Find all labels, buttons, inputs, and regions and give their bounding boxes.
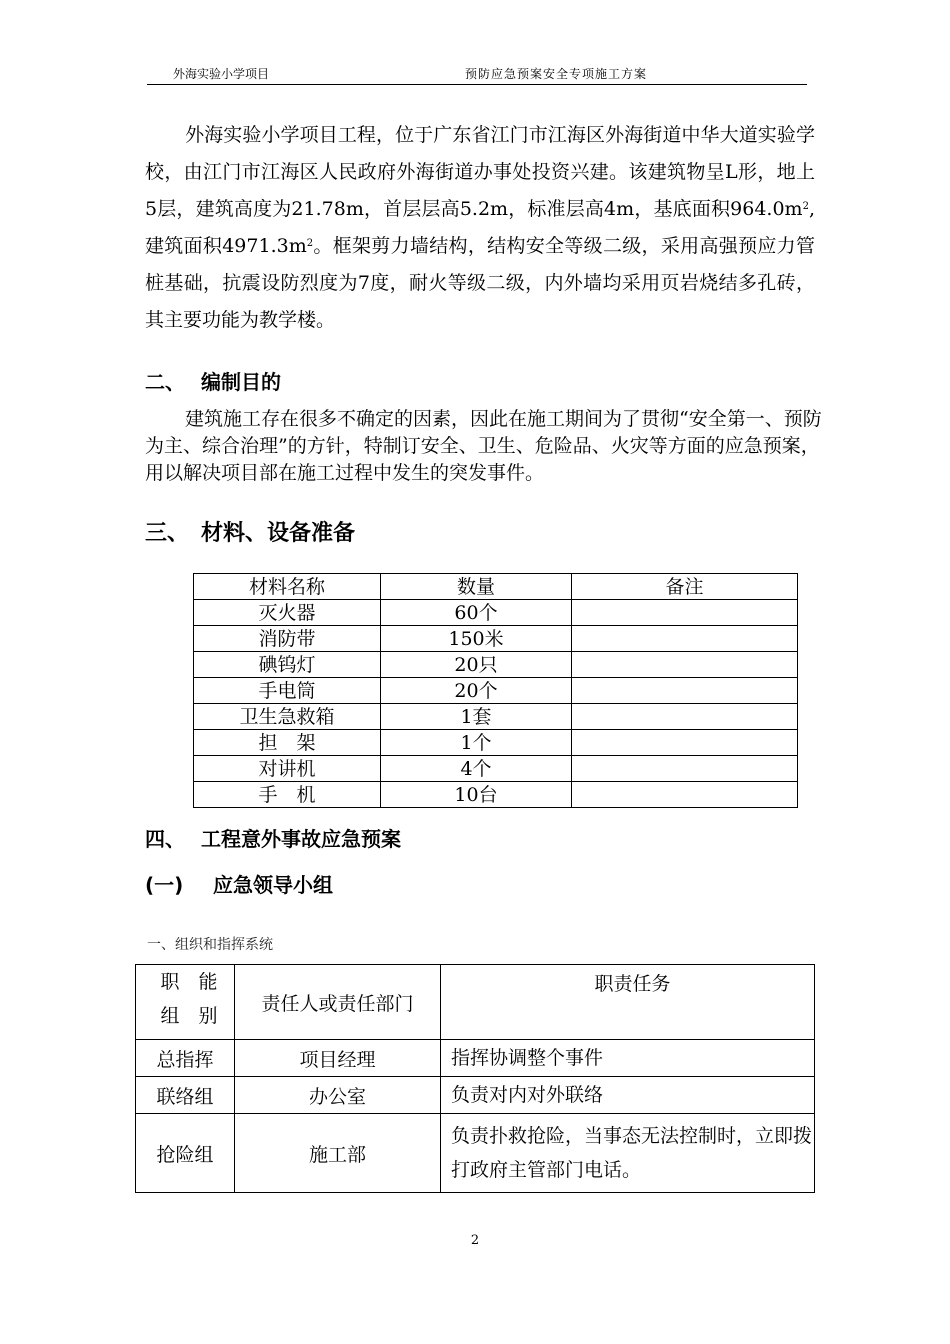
section-2-paragraph: 建筑施工存在很多不确定的因素，因此在施工期间为了贯彻“安全第一、预防为主、综合治理”的方针，特制订安全、卫生、危险品、火灾等方面的应急预案，用以解决项目部在施工过程中发生的突发事件。 (145, 408, 822, 484)
material-quantity: 60个 (381, 600, 572, 626)
material-remarks (572, 782, 798, 808)
header-duty: 职责任务 (441, 965, 815, 1040)
section-2-title: 编制目的 (201, 370, 281, 394)
section-4-heading (145, 823, 401, 852)
material-remarks (572, 678, 798, 704)
material-quantity: 20只 (381, 652, 572, 678)
org-table-header (136, 965, 815, 1040)
header-material-name: 材料名称 (194, 574, 381, 600)
material-quantity: 1套 (381, 704, 572, 730)
table-row (194, 600, 798, 626)
org-dept: 办公室 (235, 1077, 441, 1114)
materials-table (193, 573, 798, 808)
material-name: 灭火器 (194, 600, 381, 626)
material-remarks (572, 600, 798, 626)
section-4-number: 四、 (145, 827, 185, 851)
section-2-heading (145, 366, 281, 395)
org-task: 负责扑救抢险，当事态无法控制时，立即拨打政府主管部门电话。 (441, 1114, 815, 1193)
material-name: 对讲机 (194, 756, 381, 782)
table-row (194, 756, 798, 782)
org-group: 联络组 (136, 1077, 235, 1114)
subsection-1-title: 应急领导小组 (213, 873, 333, 897)
material-name: 手 机 (194, 782, 381, 808)
table-row (136, 1114, 815, 1193)
material-remarks (572, 652, 798, 678)
material-remarks (572, 756, 798, 782)
header-function-group: 职 能 组 别 (136, 965, 235, 1040)
org-dept: 项目经理 (235, 1040, 441, 1077)
org-task: 负责对内对外联络 (441, 1077, 815, 1114)
org-task: 指挥协调整个事件 (441, 1040, 815, 1077)
material-remarks (572, 704, 798, 730)
table-row (194, 704, 798, 730)
material-name: 担 架 (194, 730, 381, 756)
material-quantity: 1个 (381, 730, 572, 756)
org-group: 总指挥 (136, 1040, 235, 1077)
table-row (136, 1077, 815, 1114)
header-responsible-dept: 责任人或责任部门 (235, 965, 441, 1040)
header-quantity: 数量 (381, 574, 572, 600)
header-remarks: 备注 (572, 574, 798, 600)
table-row (194, 782, 798, 808)
material-quantity: 4个 (381, 756, 572, 782)
organization-table (135, 964, 815, 1193)
section-3-number: 三、 (145, 521, 190, 546)
material-quantity: 150米 (381, 626, 572, 652)
table-row (194, 652, 798, 678)
material-name: 卫生急救箱 (194, 704, 381, 730)
org-table-caption: 一、组织和指挥系统 (147, 937, 273, 953)
material-quantity: 20个 (381, 678, 572, 704)
material-name: 手电筒 (194, 678, 381, 704)
section-3-heading (145, 516, 355, 547)
material-remarks (572, 730, 798, 756)
section-2-number: 二、 (145, 370, 185, 394)
subsection-1-heading (145, 869, 333, 898)
page-number: 2 (470, 1233, 480, 1248)
material-name: 消防带 (194, 626, 381, 652)
page-header (147, 66, 807, 85)
table-row (194, 678, 798, 704)
material-quantity: 10台 (381, 782, 572, 808)
section-3-title: 材料、设备准备 (201, 521, 356, 546)
subsection-1-number: (一) (145, 873, 184, 897)
table-row (136, 1040, 815, 1077)
header-document-title: 预防应急预案安全专项施工方案 (465, 67, 648, 81)
org-dept: 施工部 (235, 1114, 441, 1193)
section-4-title: 工程意外事故应急预案 (201, 827, 401, 851)
material-name: 碘钨灯 (194, 652, 381, 678)
header-project-name: 外海实验小学项目 (173, 67, 270, 81)
materials-table-header (194, 574, 798, 600)
intro-paragraph: 外海实验小学项目工程，位于广东省江门市江海区外海街道中华大道实验学校，由江门市江海区人民政府外海街道办事处投资兴建。该建筑物呈L形，地上5层，建筑高度为21.78m，首层层高5.2m，标准层高4m，基底面积$964.0m^2$,建筑面积$4971.3m^2$。框架剪力墙结构，结构安全等级二级，采用高强预应力管桩基础，抗震设防烈度为7度，耐火等级二级，内外墙均采用页岩烧结多孔砖，其主要功能为教学楼。 (145, 124, 815, 331)
table-row (194, 730, 798, 756)
org-group: 抢险组 (136, 1114, 235, 1193)
table-row (194, 626, 798, 652)
material-remarks (572, 626, 798, 652)
